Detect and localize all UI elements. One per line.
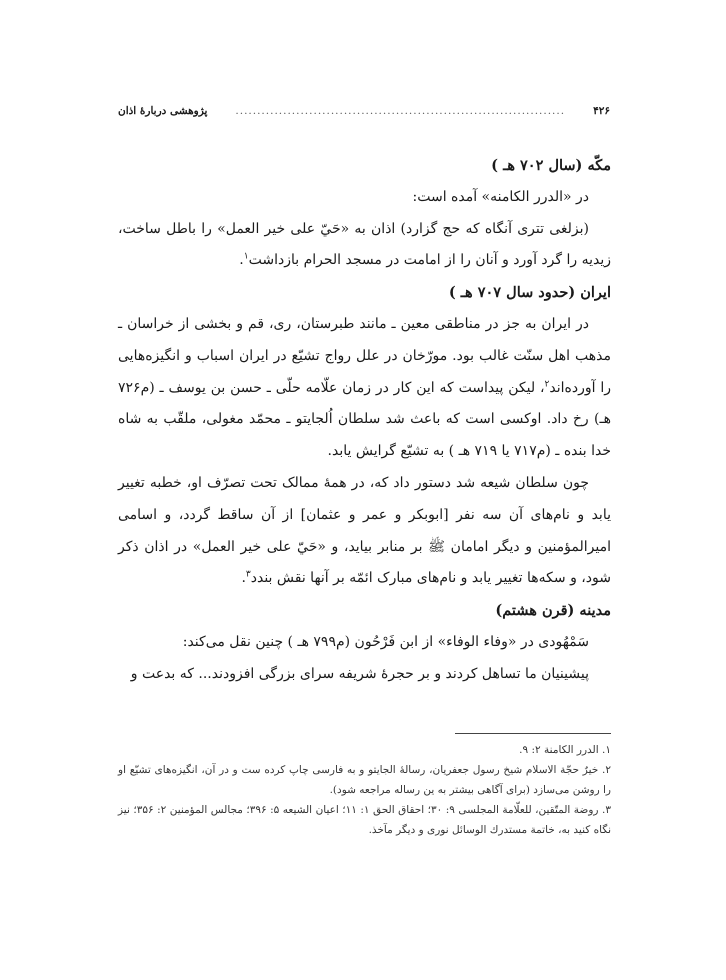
section-heading-medina: مدینه (قرن هشتم) <box>495 602 611 620</box>
paragraph-mecca-text: (بزلغی تتری آنگاه که حج گزارد) اذان به «حَيّ على خير العمل» را باطل ساخت، زیدیه را گرد آورد و آنان را از امامت در مسجد الحرام بازداشت <box>118 220 611 269</box>
footnote-1 <box>118 740 611 760</box>
footnote-text: خیرٌ حجّة الاسلام شیخ رسول جعفریان، رسالۀ الجایتو و به فارسی چاپ کرده ست و در آن، انگیزه‌های تشیّع او را روشن می‌سازد (برای آگاهی بیشتر به ین رساله مراجعه شود). <box>118 764 611 796</box>
main-text <box>118 150 611 691</box>
footnote-separator <box>455 733 611 734</box>
footnote-number: ۲. <box>602 764 612 776</box>
paragraph-samhudi-intro: سَمْهُودی در «وفاء الوفاء» از ابن فَرْحُون (م۷۹۹ هـ ) چنین نقل می‌کند: <box>182 633 589 650</box>
footnote-ref-3: ۳ <box>245 569 251 580</box>
footnote-2 <box>118 760 611 800</box>
paragraph-iran-1a: در ایران به جز در مناطقی معین ـ مانند طبرستان، ری، قم و بخشی از خراسان ـ مذهب اهل سنّت غالب بود. مورّخان در علل رواج تشیّع در ایران اسباب و انگیزه‌هایی را آورده‌اند <box>118 315 612 396</box>
paragraph-iran-1b: ، لیکن پیداست که این کار در زمان علّامه حلّی ـ حسن بن یوسف ـ (م۷۲۶ هـ) رخ داد. اوکسی است که باعث شد سلطان اُلجایتو ـ محمّد مغولی، ملقّب به شاه خدا بنده ـ (م۷۱۷ یا ۷۱۹ هـ ) به تشیّع گرایش یابد. <box>118 379 611 460</box>
footnote-ref-2: ۲ <box>544 378 550 389</box>
leader-dots: ............................................................................ <box>235 105 566 117</box>
footnote-text: الدرر الكامنة ۲: ۹. <box>519 744 599 756</box>
paragraph-intro-durar: در «الدرر الکامنه» آمده است: <box>412 188 589 205</box>
footnotes <box>118 740 611 840</box>
footnote-3 <box>118 800 611 840</box>
paragraph-medina: پیشینیان ما تساهل کردند و بر حجرۀ شریفه سرای بزرگی افزودند... که بدعت و <box>130 665 589 682</box>
section-heading-iran: ایران (حدود سال ۷۰۷ هـ ) <box>448 284 611 302</box>
footnote-number: ۳. <box>601 804 611 816</box>
footnote-text: روضة المتّقین، للعلّامة المجلسی ۹: ۳۰؛ احقاق الحق ۱: ۱۱؛ اعیان الشیعه ۵: ۳۹۶؛ مجالس المؤمنین ۲: ۳۵۶؛ نیز نگاه کنید به، خاتمة مستدرك الوسائل نوری و دیگر مآخذ. <box>118 804 611 836</box>
running-head <box>118 103 610 119</box>
running-title: پژوهشی دربارۀ اذان <box>118 105 208 117</box>
page-number: ۴۲۶ <box>593 105 610 117</box>
paragraph-iran-2a: چون سلطان شیعه شد دستور داد که، در همۀ ممالک تحت تصرّف او، خطبه تغییر یابد و نام‌های آن سه نفر [ابوبکر و عمر و عثمان] از آن ساقط گردد، و اسامی امیرالمؤمنین و دیگر امامان ﷺ بر منابر بیاید، و «حَيّ على خير العمل» در اذان ذکر شود، و سکه‌ها تغییر یابد و نام‌های مبارک ائمّه بر آنها نقش بندد <box>118 474 611 587</box>
footnote-ref-1: ۱ <box>243 251 249 262</box>
section-heading-mecca: مکّه (سال ۷۰۲ هـ ) <box>491 157 611 174</box>
paragraph-iran-1 <box>118 309 611 468</box>
paragraph-iran-2: چون سلطان شیعه شد دستور داد که، در همۀ ممالک تحت تصرّف او، خطبه تغییر یابد و نام‌های آن سه نفر [ابوبکر و عمر و عثمان] از آن ساقط گردد، و اسامی امیرالمؤمنین و دیگر امامان ﷺ بر منابر بیاید، و «حَيّ على خير العمل» در اذان ذکر شود، و سکه‌ها تغییر یابد و نام‌های مبارک ائمّه بر آنها نقش بندد$^۳$. <box>118 474 611 587</box>
footnote-number: ۱. <box>602 744 611 756</box>
paragraph-mecca: (بزلغی تتری آنگاه که حج گزارد) اذان به «حَيّ على خير العمل» را باطل ساخت، زیدیه را گرد آورد و آنان را از امامت در مسجد الحرام بازداشت$^۱$. <box>118 220 611 269</box>
